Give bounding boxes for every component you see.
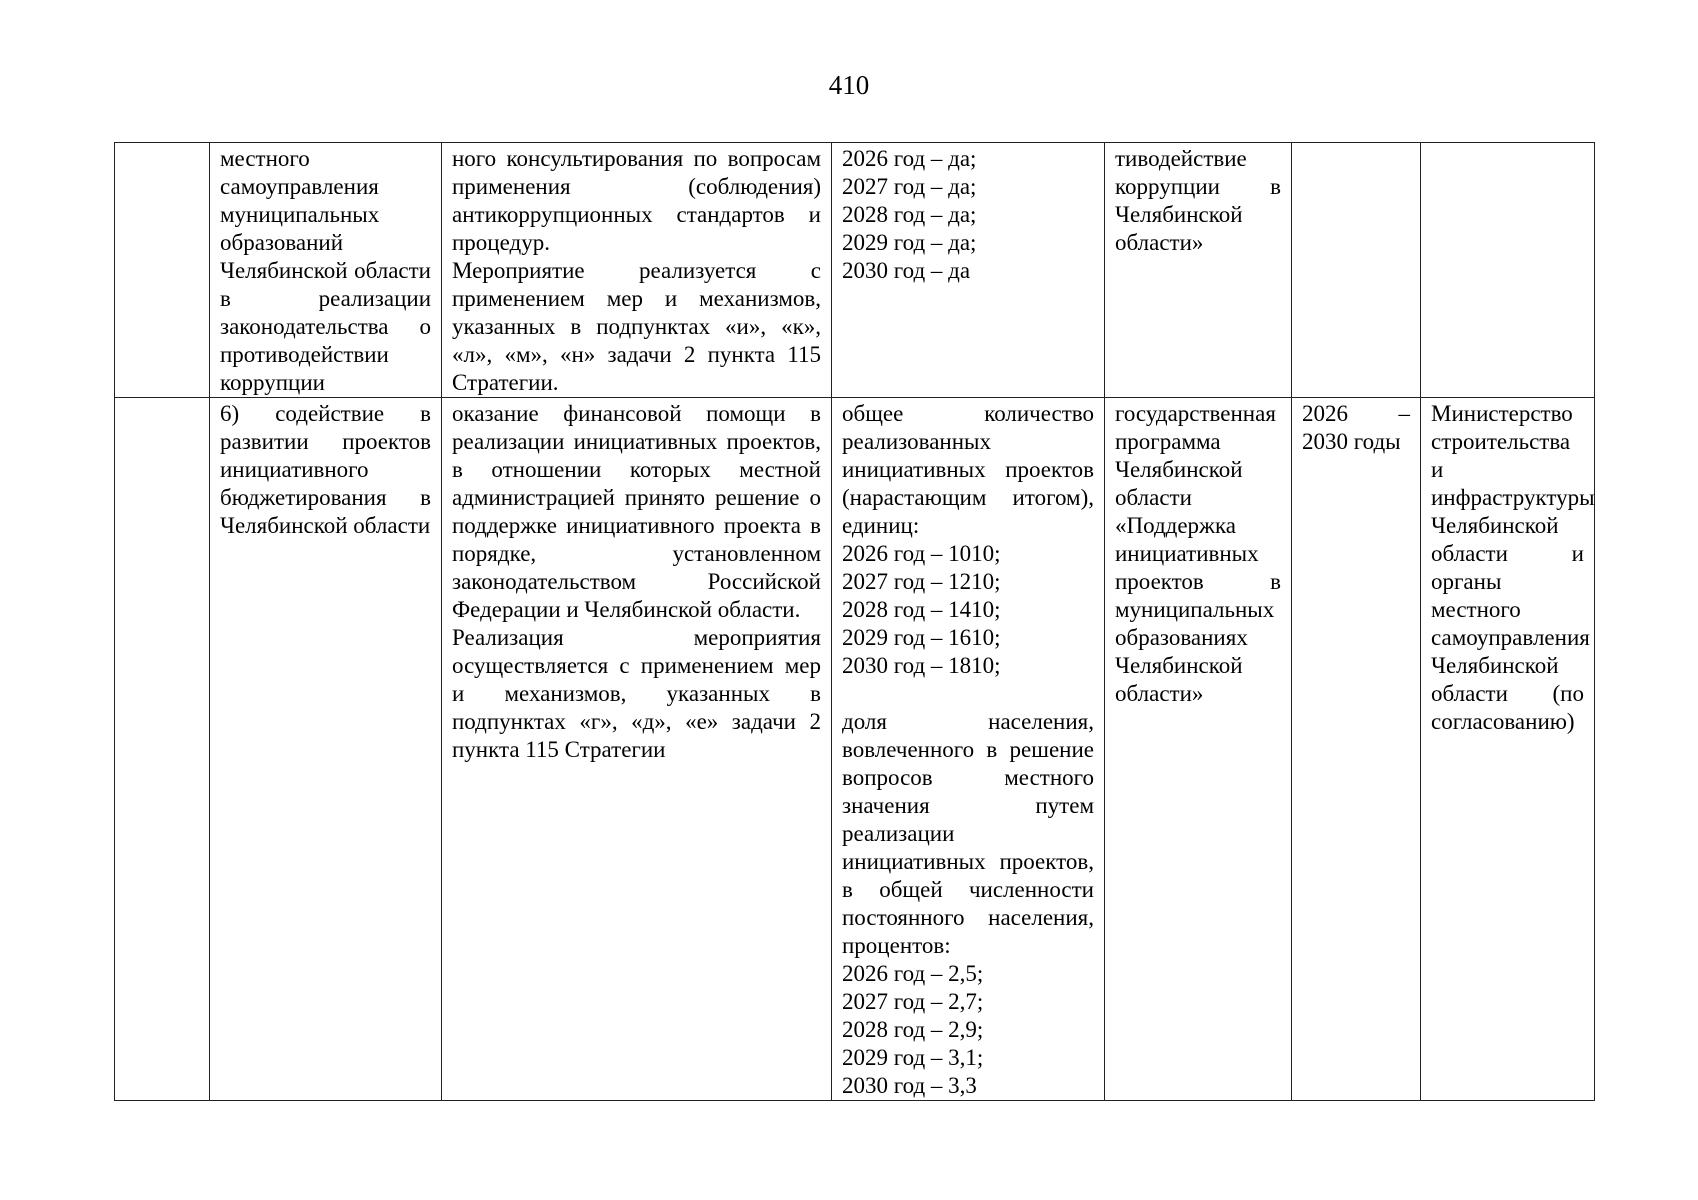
indicator-value: 2027 год – 2,7;: [842, 989, 984, 1014]
indicator-value: 2028 год – 2,9;: [842, 1017, 984, 1042]
cell-measure: [442, 143, 832, 398]
table-row: [115, 143, 1595, 398]
indicator-value: 2028 год – 1410;: [842, 597, 1001, 622]
cell-indicators: [832, 143, 1105, 398]
blank-line: [842, 680, 1094, 708]
cell-program: государственная программа Челябинской области «Поддержка инициативных проектов в муниципальных образованиях Челябинской области»: [1105, 398, 1292, 1101]
cell-period: [1292, 143, 1421, 398]
cell-executor: [1421, 143, 1595, 398]
cell-number: [115, 398, 210, 1101]
indicator-value: 2029 год – 1610;: [842, 625, 1001, 650]
indicator-value: 2029 год – 3,1;: [842, 1045, 984, 1070]
cell-period: 2026 – 2030 годы: [1292, 398, 1421, 1101]
indicator-value: 2027 год – да;: [842, 174, 977, 199]
cell-program: тиводействие коррупции в Челябинской области»: [1105, 143, 1292, 398]
indicator-value: 2027 год – 1210;: [842, 569, 1001, 594]
indicator-value: 2030 год – 1810;: [842, 653, 1001, 678]
indicator-value: 2026 год – 2,5;: [842, 961, 984, 986]
indicator-value: 2026 год – да;: [842, 146, 977, 171]
cell-task: местного самоуправления муниципальных образований Челябинской области в реализации законодательства о противодействии коррупции: [210, 143, 442, 398]
cell-measure: [442, 398, 832, 1101]
cell-task: 6) содействие в развитии проектов инициативного бюджетирования в Челябинской области: [210, 398, 442, 1101]
measures-table: [114, 142, 1595, 1101]
indicator-value: 2028 год – да;: [842, 202, 977, 227]
indicator-value: 2030 год – да: [842, 258, 971, 283]
indicator-value: 2029 год – да;: [842, 230, 977, 255]
measure-paragraph: ного консультирования по вопросам применения (соблюдения) антикоррупционных стандартов и процедур.: [452, 146, 821, 255]
table-row: [115, 398, 1595, 1101]
measure-paragraph: оказание финансовой помощи в реализации инициативных проектов, в отношении которых местной администрацией принято решение о поддержке инициативного проекта в порядке, установленном законодательством Российской Федерации и Челябинской области.: [452, 401, 821, 622]
cell-number: [115, 143, 210, 398]
page-number: 410: [828, 70, 870, 100]
measure-paragraph: Мероприятие реализуется с применением мер и механизмов, указанных в подпунктах «и», «к», «л», «м», «н» задачи 2 пункта 115 Стратегии.: [452, 258, 821, 395]
indicator-title: доля населения, вовлеченного в решение вопросов местного значения путем реализации инициативных проектов, в общей численности постоянного населения, процентов:: [842, 709, 1094, 958]
measure-paragraph: Реализация мероприятия осуществляется с применением мер и механизмов, указанных в подпунктах «г», «д», «е» задачи 2 пункта 115 Стратегии: [452, 625, 821, 762]
indicator-value: 2026 год – 1010;: [842, 541, 1001, 566]
cell-indicators: [832, 398, 1105, 1101]
indicator-title: общее количество реализованных инициативных проектов (нарастающим итогом), единиц:: [842, 401, 1094, 538]
cell-executor: Министерство строительства и инфраструктуры Челябинской области и органы местного самоуправления Челябинской области (по согласованию): [1421, 398, 1595, 1101]
indicator-value: 2030 год – 3,3: [842, 1073, 977, 1098]
